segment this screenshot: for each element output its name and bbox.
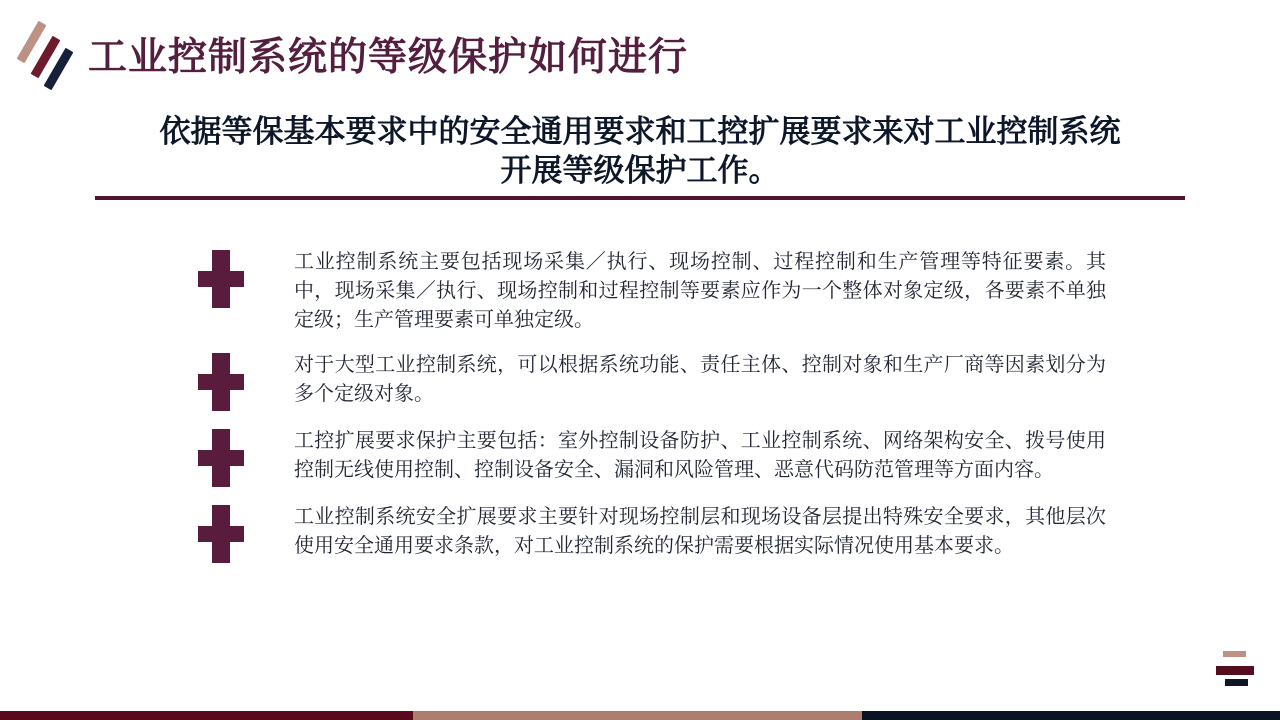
bullet-text: 对于大型工业控制系统，可以根据系统功能、责任主体、控制对象和生产厂商等因素划分为多个定级对象。 — [294, 354, 1106, 405]
triple-slash-logo-icon — [16, 20, 80, 96]
bottom-bar-navy-segment — [862, 711, 1280, 720]
subtitle-line-2: 开展等级保护工作。 — [500, 153, 780, 188]
plus-icon — [198, 429, 244, 487]
slide-subtitle — [0, 112, 1280, 190]
corner-bar-navy — [1225, 679, 1248, 686]
bullet-text: 工业控制系统主要包括现场采集／执行、现场控制、过程控制和生产管理等特征要素。其中，现场采集／执行、现场控制和过程控制等要素应作为一个整体对象定级，各要素不单独定级；生产管理要素可单独定级。 — [294, 251, 1106, 331]
bullet-list — [198, 248, 1110, 563]
list-item — [198, 503, 1110, 563]
corner-bar-tan — [1223, 651, 1246, 657]
bullet-text: 工控扩展要求保护主要包括：室外控制设备防护、工业控制系统、网络架构安全、拨号使用控制无线使用控制、控制设备安全、漏洞和风险管理、恶意代码防范管理等方面内容。 — [294, 430, 1106, 481]
list-item — [198, 427, 1110, 487]
plus-icon — [198, 353, 244, 411]
list-item — [198, 248, 1110, 335]
page-title: 工业控制系统的等级保护如何进行 — [88, 36, 689, 79]
plus-icon — [198, 505, 244, 563]
subtitle-divider — [95, 196, 1185, 200]
bottom-accent-bar — [0, 711, 1280, 720]
corner-bar-maroon — [1216, 666, 1254, 675]
bullet-text: 工业控制系统安全扩展要求主要针对现场控制层和现场设备层提出特殊安全要求，其他层次使用安全通用要求条款，对工业控制系统的保护需要根据实际情况使用基本要求。 — [294, 506, 1106, 557]
subtitle-line-1: 依据等保基本要求中的安全通用要求和工控扩展要求来对工业控制系统 — [159, 114, 1121, 149]
list-item — [198, 351, 1110, 411]
triple-bar-mark-icon — [1216, 650, 1264, 690]
bottom-bar-tan-segment — [413, 711, 862, 720]
bottom-bar-maroon-segment — [0, 711, 413, 720]
plus-icon — [198, 250, 244, 308]
